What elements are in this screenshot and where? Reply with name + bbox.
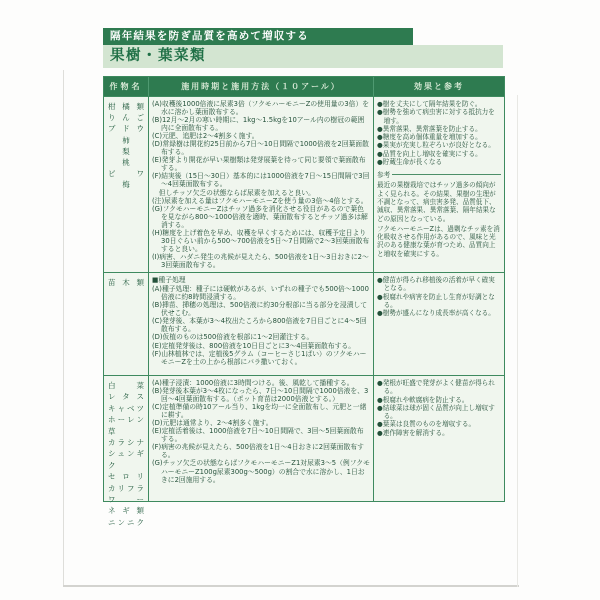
table-row-fruit-trees [104, 96, 504, 272]
crop-name: ネギ類 [108, 506, 144, 516]
crop-name: ニンニク [108, 517, 144, 527]
reference-paragraph: フクモハーモニーZは、過剰なチッ素を消化吸収させる作用があるので、風味と光沢のある健康な葉が育つため、品質向上と増収を確実にする。 [377, 224, 500, 258]
crop-name-cell [104, 376, 149, 527]
crop-name: キャベツ [108, 403, 144, 413]
method-item: (B)挿苗、挿穂の処理は、500倍液に約30分根部に当る部分を浸漬して伏せこむ。 [152, 301, 368, 318]
crop-name: シュンギク [108, 449, 144, 470]
method-item: (E)定植発芽後は、800倍液を10日目ごとに3～4回葉面散布する。 [152, 341, 355, 350]
method-item: (C)発芽後、本葉が3～4枚出たころから800倍液を7日目ごとに4～5回散布する。 [152, 317, 367, 334]
column-header-crop-name: 作物名 [104, 77, 149, 96]
method-item: (H)糖度を上げ着色を早め、収穫を早くするためには、収穫予定日より30日ぐらい前から500～700倍液を5日～7日間隔で2～3回葉面散布すると良い。 [152, 228, 370, 253]
crop-name: カリフラワー [108, 483, 144, 505]
crop-name: 桃 [122, 158, 130, 168]
crop-name: 梅 [122, 180, 130, 190]
reference-paragraph: 最近の果樹栽培ではチッソ過多の傾向がよく見られる。その結果、果樹の生理が不調となって、病虫害多発、品質低下、減収、異常落果、異常落葉、隔年結果などの原因となっている。 [377, 181, 496, 223]
effect-cell [374, 97, 504, 272]
effect-item: ●葉菜は良質のものを増収する。 [377, 420, 476, 429]
crop-name: 白菜 [108, 381, 144, 390]
effect-item: ●根腐れや軟腐病を防止する。 [377, 395, 469, 404]
method-item: (C)元肥、追肥は2～4割多く施す。 [152, 132, 259, 141]
method-item: (G)フクモハーモニーZはチッソ過多を消化させる役目があるので葉色を見ながら800～1000倍液を適時、葉面散布するとチッソ過多は解消する。 [152, 204, 368, 229]
method-item: (C)定植準備の時10アール当り、1kgを均一に全面散布し、元肥と一緒に耕す。 [152, 403, 367, 420]
method-item: (F)結実後（15日～30日）基本的には1000倍液を7日～15日間隔で3回～4回葉面散布する。 [152, 172, 370, 189]
method-item: (F)病害の兆候が見えたら、500倍液を1日～4日おきに2回葉面散布する。 [152, 443, 364, 460]
table-row-leafy-vegetables [104, 375, 504, 527]
paper-edge-left [63, 70, 64, 586]
method-list [152, 285, 370, 365]
crop-name: 苗木類 [108, 278, 144, 287]
effect-cell [374, 273, 504, 375]
crop-name: りんご [108, 113, 144, 123]
method-item: (B)発芽後本葉が3～4枚になったら、7日～10日間隔で1000倍液を、3回～4回葉面散布する。（ポット育苗は2000倍液とする。） [152, 387, 369, 404]
effect-item: ●健苗が得られ移植後の活着が早く確実となる。 [377, 276, 495, 293]
crop-name: ブドウ [108, 124, 144, 134]
method-item: (A)種子処理：種子には硬軟があるが、いずれの種子でも500倍～1000倍液に約8時間浸漬する。 [152, 285, 369, 302]
method-item: (I)病害、ハダニ発生の兆候が見えたら、500倍液を1日～3日おきに2～3回葉面散布する。 [152, 252, 369, 269]
crop-name: 柿 [122, 135, 130, 145]
effect-item: ●結球菜は球が固く品質が向上し増収する。 [377, 403, 495, 421]
crop-name-cell [104, 97, 149, 272]
method-item: 但しチッソ欠乏の状態ならば尿素を加えると良い。 [152, 188, 315, 197]
effect-item: ●異常落果、異常落葉を防止する。 [377, 124, 482, 133]
reference-paragraphs [377, 181, 501, 258]
reference-label: 参考 [377, 171, 391, 180]
crop-name: 柑橘類 [108, 102, 144, 111]
effect-item: ●根腐れや病害を防止し生育が好調となる。 [377, 292, 495, 309]
column-header-effects: 効果と参考 [414, 82, 464, 91]
effect-item: ●品質を向上し増収を確実にする。 [377, 149, 482, 158]
method-item: (A)収穫後1000倍液に尿素3倍（フクモハーモニーZの使用量の3倍）を水に溶かし葉面散布する。 [152, 100, 370, 117]
reference-divider-line [392, 174, 501, 175]
crop-name: セロリ [108, 472, 144, 482]
category-title: 果樹・葉菜類 [110, 48, 206, 64]
category-strip [103, 45, 503, 68]
method-item: (A)種子浸漬：1000倍液に3時間つける。後、風乾して播種する。 [152, 379, 354, 387]
banner-title: 隔年結果を防ぎ品質を高めて増収する [110, 30, 309, 42]
method-item: (E)発芽より開花が早い果樹類は発芽展葉を待って同じ要領で葉面散布する。 [152, 156, 366, 173]
crop-name: カラシナ [108, 438, 144, 448]
method-item: (E)定植活着後は、1000倍液を7日～10日間隔で、3回～5回葉面散布する。 [152, 427, 364, 444]
method-cell [149, 376, 374, 501]
crop-name: 梨 [122, 146, 130, 156]
section-banner [103, 28, 413, 45]
method-item: (F)山林植林では、定植後5グラム（コーヒーさじ1ぱい）のフクモハーモニーZを土の上から根部にバラ撒いておく。 [152, 349, 367, 366]
crop-name-cell [104, 273, 149, 375]
column-header-application-method: 施用時期と施用方法（１０アール） [149, 77, 374, 96]
method-item: (B)12月～2月の寒い時期に、1kg～1.5kgを10アール内の樹冠の範囲内に全面散布する。 [152, 116, 365, 133]
application-table [103, 76, 505, 527]
effect-item: ●連作障害を解消する。 [377, 428, 449, 437]
paper-edge-right [517, 95, 518, 587]
method-cell [149, 273, 374, 375]
table-row-saplings [104, 272, 504, 375]
crop-name: ビワ [108, 169, 144, 179]
paper-edge-bottom [63, 585, 519, 587]
effect-item: ●発根が旺盛で発芽がよく健苗が得られる。 [377, 379, 495, 396]
effect-item: ●樹を丈夫にして隔年結果を防ぐ。 [377, 100, 482, 108]
reference-divider [377, 169, 501, 179]
effect-item: ●樹勢が盛んになり成長率が高くなる。 [377, 309, 495, 318]
method-cell [149, 97, 374, 272]
table-header-row [104, 77, 504, 96]
method-item: (D)元肥は通常より、2～4割多く施す。 [152, 419, 273, 428]
effect-item: ●糖度を高め個体重量を増加する。 [377, 133, 482, 142]
effect-item: ●果実が充実し粒ぞろいが良好となる。 [377, 141, 495, 150]
method-item: (G)チッソ欠乏の状態ならばフクモハーモニーZ1対尿素3～5（例フクモハーモニーZ100g尿素300g～500g）の割合で水に溶かし、1日おきに2回施用する。 [152, 459, 370, 484]
method-item: (注)尿素を加える量はフクモハーモニーZを使う量の3倍～4倍とする。 [152, 196, 368, 205]
effect-list [377, 100, 501, 166]
effect-item: ●貯蔵生命が長くなる [377, 158, 443, 167]
crop-name: ホーレン草 [108, 415, 144, 436]
method-item: (D)常緑樹は開花約25日前から7日～10日間隔で1000倍液を2回葉面散布する。 [152, 140, 369, 157]
effect-item: ●樹勢を強めて病虫害に対する抵抗力を増す。 [377, 108, 495, 125]
method-heading: ■種子処理 [152, 276, 186, 284]
method-item: (D)仮植のものは500倍液を根部に1～2回灌注する。 [152, 333, 314, 342]
crop-name: レタス [108, 392, 144, 402]
effect-cell [374, 376, 504, 501]
